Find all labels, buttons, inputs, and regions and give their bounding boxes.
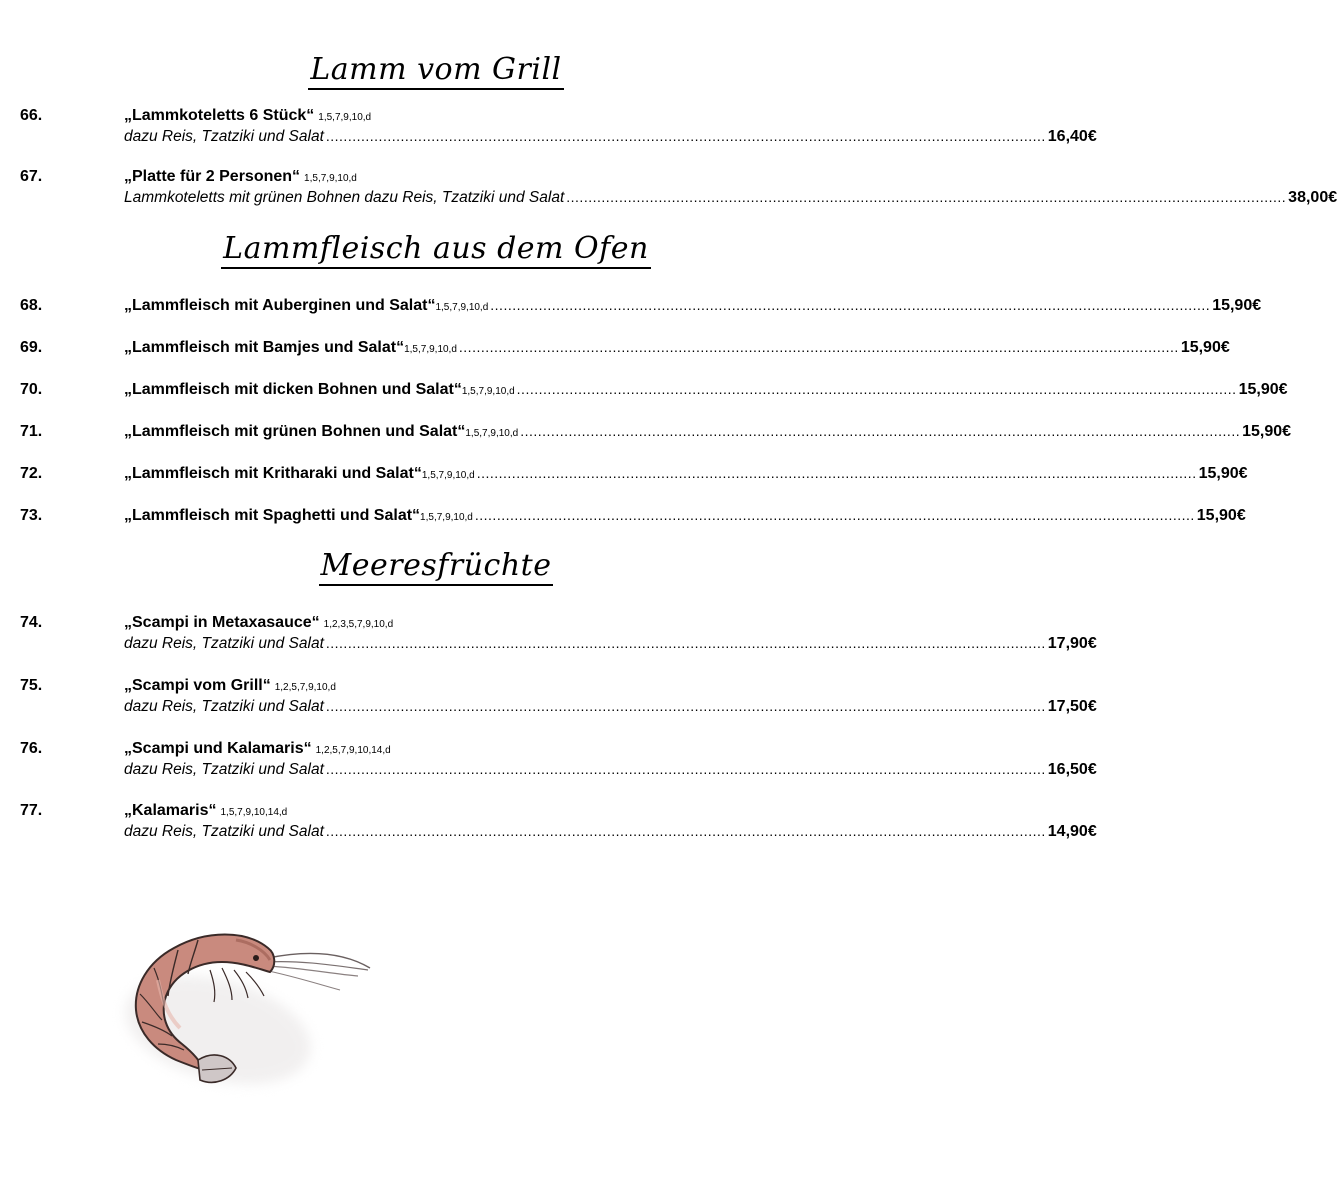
item-number: 66. — [20, 107, 43, 124]
item-price: 15,90€ — [1198, 465, 1248, 482]
item-number: 75. — [20, 677, 43, 694]
item-name: „Lammfleisch mit grünen Bohnen und Salat“ — [124, 423, 466, 440]
item-description: dazu Reis, Tzatziki und Salat — [124, 761, 324, 778]
item-number: 77. — [20, 802, 43, 819]
allergen-codes: 1,5,7,9,10,d — [461, 386, 515, 397]
allergen-codes: 1,5,7,9,10,d — [304, 173, 357, 184]
item-name: „Kalamaris“ — [124, 802, 217, 819]
dot-leader: .................................................................................................................................................................... — [516, 381, 1237, 397]
allergen-codes: 1,5,7,9,10,d — [404, 344, 457, 355]
item-number: 74. — [20, 614, 43, 631]
dot-leader: .................................................................................................................................................................... — [325, 635, 1046, 651]
item-name: „Platte für 2 Personen“ — [124, 168, 301, 185]
item-description: Lammkoteletts mit grünen Bohnen dazu Reis, Tzatziki und Salat — [124, 189, 565, 206]
item-name: „Scampi vom Grill“ — [124, 677, 271, 694]
item-name: „Lammfleisch mit Spaghetti und Salat“ — [124, 507, 421, 524]
dot-leader: .................................................................................................................................................................... — [490, 297, 1211, 313]
item-price: 15,90€ — [1180, 339, 1230, 356]
allergen-codes: 1,2,5,7,9,10,d — [274, 682, 336, 693]
allergen-codes: 1,2,5,7,9,10,14,d — [315, 745, 391, 756]
item-number: 71. — [20, 423, 43, 440]
dot-leader: .................................................................................................................................................................... — [474, 507, 1195, 523]
item-name: „Lammfleisch mit Auberginen und Salat“ — [124, 297, 436, 314]
allergen-codes: 1,5,7,9,10,14,d — [220, 807, 288, 818]
item-price: 15,90€ — [1196, 507, 1246, 524]
item-name: „Scampi und Kalamaris“ — [124, 740, 312, 757]
allergen-codes: 1,5,7,9,10,d — [421, 470, 475, 481]
item-name: „Scampi in Metaxasauce“ — [124, 614, 320, 631]
item-number: 70. — [20, 381, 43, 398]
item-price: 15,90€ — [1242, 423, 1292, 440]
dot-leader: .................................................................................................................................................................... — [325, 823, 1046, 839]
item-name: „Lammkoteletts 6 Stück“ — [124, 107, 315, 124]
dot-leader: .................................................................................................................................................................... — [458, 339, 1179, 355]
item-price: 38,00€ — [1288, 189, 1337, 206]
item-name: „Lammfleisch mit dicken Bohnen und Salat“ — [124, 381, 462, 398]
item-number: 69. — [20, 339, 43, 356]
dot-leader: .................................................................................................................................................................... — [325, 761, 1046, 777]
item-name: „Lammfleisch mit Bamjes und Salat“ — [124, 339, 405, 356]
item-price: 16,40€ — [1047, 128, 1097, 145]
section-title-lammfleisch-aus-dem-ofen: Lammfleisch aus dem Ofen — [0, 231, 872, 267]
item-price: 17,90€ — [1047, 635, 1097, 652]
item-price: 14,90€ — [1047, 823, 1097, 840]
dot-leader: .................................................................................................................................................................... — [476, 465, 1197, 481]
allergen-codes: 1,2,3,5,7,9,10,d — [323, 619, 394, 630]
item-number: 76. — [20, 740, 43, 757]
dot-leader: .................................................................................................................................................................... — [325, 698, 1046, 714]
section-title-meeresfruechte: Meeresfrüchte — [0, 548, 872, 584]
dot-leader: .................................................................................................................................................................... — [325, 128, 1046, 144]
section-title-lamm-vom-grill: Lamm vom Grill — [0, 52, 872, 88]
dot-leader: .................................................................................................................................................................... — [566, 189, 1287, 205]
allergen-codes: 1,5,7,9,10,d — [465, 428, 519, 439]
shrimp-illustration-icon — [118, 910, 380, 1100]
allergen-codes: 1,5,7,9,10,d — [318, 112, 372, 123]
allergen-codes: 1,5,7,9,10,d — [420, 512, 473, 523]
item-price: 17,50€ — [1047, 698, 1097, 715]
item-number: 73. — [20, 507, 43, 524]
item-number: 68. — [20, 297, 43, 314]
item-price: 15,90€ — [1238, 381, 1288, 398]
dot-leader: .................................................................................................................................................................... — [520, 423, 1241, 439]
item-description: dazu Reis, Tzatziki und Salat — [124, 635, 324, 652]
item-price: 16,50€ — [1047, 761, 1097, 778]
item-description: dazu Reis, Tzatziki und Salat — [124, 823, 324, 840]
item-description: dazu Reis, Tzatziki und Salat — [124, 128, 324, 145]
item-number: 67. — [20, 168, 43, 185]
allergen-codes: 1,5,7,9,10,d — [435, 302, 489, 313]
item-price: 15,90€ — [1212, 297, 1262, 314]
item-description: dazu Reis, Tzatziki und Salat — [124, 698, 324, 715]
item-name: „Lammfleisch mit Kritharaki und Salat“ — [124, 465, 422, 482]
item-number: 72. — [20, 465, 43, 482]
